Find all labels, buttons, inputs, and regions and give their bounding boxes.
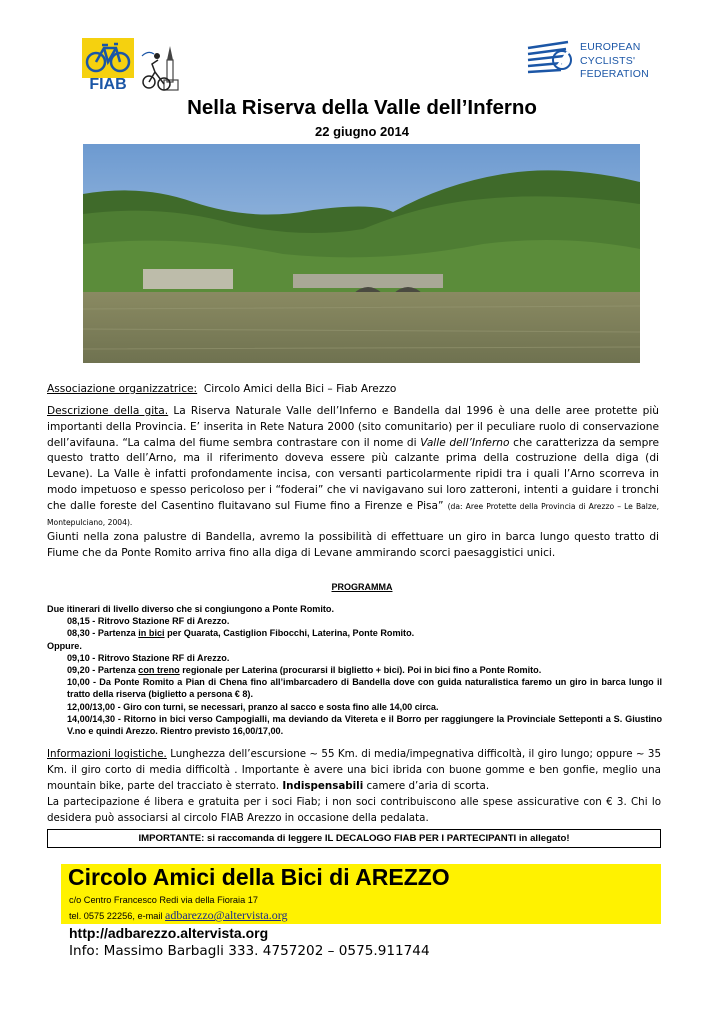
fiab-bicycle-icon [82, 38, 134, 78]
program-list [47, 603, 662, 737]
logistics-info: Informazioni logistiche. Lunghezza dell’escursione ~ 55 Km. di media/impegnativa difficoltà, il giro lungo; oppure ~ 35 Km. il giro corto di media difficoltà . Importante è avere una bici ibrida con buone gomme e ben gonfie, meglio una mountain bike, parte del tracciato è sterrato. Indispensabili camere d’aria di scorta. La partecipazione é libera e gratuita per i soci Fiab; i non soci contribuiscono alle spese assicurative con € 3. Chi lo desidera può associarsi al circolo FIAB Arezzo in occasione della pedalata. [47, 748, 661, 824]
program-item: 10,00 - Da Ponte Romito a Pian di Chena fino all’imbarcadero di Bandella dove con guida naturalistica faremo un giro in barca lungo il tratto della riserva (biglietto a persona € 8). [67, 677, 662, 700]
program-item: 08,15 - Ritrovo Stazione RF di Arezzo. [67, 616, 230, 627]
valle-inferno-italic: Valle dell’Inferno [420, 436, 510, 449]
organizer-value: Circolo Amici della Bici – Fiab Arezzo [203, 383, 397, 395]
program-oppure: Oppure. [47, 640, 82, 651]
logistics-label: Informazioni logistiche. [47, 748, 167, 760]
club-email-link[interactable]: adbarezzo@altervista.org [165, 908, 288, 922]
landscape-photo [83, 144, 640, 363]
organizer-line [47, 382, 396, 398]
ecf-logo-text: EUROPEAN CYCLISTS' FEDERATION [580, 41, 649, 80]
program-item: 14,00/14,30 - Ritorno in bici verso Campogialli, ma deviando da Vitereta e il Borro per raggiungere la Provinciale Setteponti a S. Giustino V.no e quindi Arezzo. Rientro previsto 16,00/17,00. [67, 713, 662, 737]
fiab-logo-text: FIAB [89, 76, 127, 93]
description-label: Descrizione della gita. [47, 405, 169, 417]
event-date: 22 giugno 2014 [315, 124, 409, 139]
page-title: Nella Riserva della Valle dell’Inferno [187, 96, 537, 119]
ecf-emblem-icon [524, 40, 576, 86]
program-item: 12,00/13,00 - Giro con turni, se necessari, pranzo al sacco e sosta fino alle 14,00 circa. [67, 701, 439, 712]
trip-description: Descrizione della gita. La Riserva Naturale Valle dell’Inferno e Bandella dal 1996 è una delle aree protette più importanti della Provincia. E’ inserita in Rete Natura 2000 (sito comunitario) per il peculiare ruolo di conservazione dell’avifauna. “La calma del fiume sembra contrastare con il nome di Valle dell’Inferno che caratterizza da sempre questo tratto dell’Arno, ma il riferimento doveva essere più calzante prima della costruzione della diga (di Levane). La Valle è infatti profondamente incisa, con versanti particolarmente ripidi tra i quali l’Arno scorreva in modo impetuoso e spesso pericoloso per i “foderai” che vi navigavano sui loro zatteroni, intenti a guidare i tronchi che dalle foreste del Casentino fluitavano sul Fiume fino a Firenze e Pisa” (da: Aree Protette della Provincia di Arezzo – Le Balze, Montepulciano, 2004). Giunti nella zona palustre di Bandella, avremo la possibilità di effettuare un giro in barca lungo questo tratto di Fiume che da Ponte Romito arriva fino alla diga di Levane ammirando scorci paesaggistici unici. [47, 404, 659, 562]
club-name: Circolo Amici della Bici di AREZZO [68, 864, 450, 890]
description-paragraph-2: Giunti nella zona palustre di Bandella, avremo la possibilità di effettuare un giro in barca lungo questo tratto di Fiume che da Ponte Romito arriva fino alla diga di Levane ammirando scorci paesaggistici unici. [47, 531, 659, 560]
ecf-logo [524, 40, 654, 86]
description-source: (da: Aree Protette della Provincia di Arezzo – Le Balze, Montepulciano, 2004). [47, 501, 659, 527]
fiab-logo [82, 38, 134, 94]
program-item: 08,30 - Partenza in bici per Quarata, Castiglion Fibocchi, Laterina, Ponte Romito. [67, 628, 415, 639]
program-intro: Due itinerari di livello diverso che si congiungono a Ponte Romito. [47, 604, 334, 614]
logistics-paragraph-2: La partecipazione é libera e gratuita per i soci Fiab; i non soci contribuiscono alle spese assicurative con € 3. Chi lo desidera può associarsi al circolo FIAB Arezzo in occasione della pedalata. [47, 796, 661, 824]
program-item: 09,20 - Partenza con treno regionale per Laterina (procurarsi il biglietto + bici). Poi in bici fino a Ponte Romito. [67, 665, 542, 676]
club-contact: tel. 0575 22256, e-mail adbarezzo@altervista.org [69, 908, 288, 922]
contact-info: Info: Massimo Barbagli 333. 4757202 – 0575.911744 [69, 943, 430, 959]
program-title: PROGRAMMA [331, 582, 393, 592]
cyclist-tower-logo [140, 42, 184, 94]
program-item: 09,10 - Ritrovo Stazione RF di Arezzo. [67, 652, 230, 663]
organizer-label: Associazione organizzatrice: [47, 383, 198, 395]
important-notice: IMPORTANTE: si raccomanda di leggere IL DECALOGO FIAB PER I PARTECIPANTI in allegato! [47, 829, 661, 848]
club-address: c/o Centro Francesco Redi via della Fioraia 17 [69, 895, 258, 905]
club-website-link[interactable]: http://adbarezzo.altervista.org [69, 925, 269, 941]
